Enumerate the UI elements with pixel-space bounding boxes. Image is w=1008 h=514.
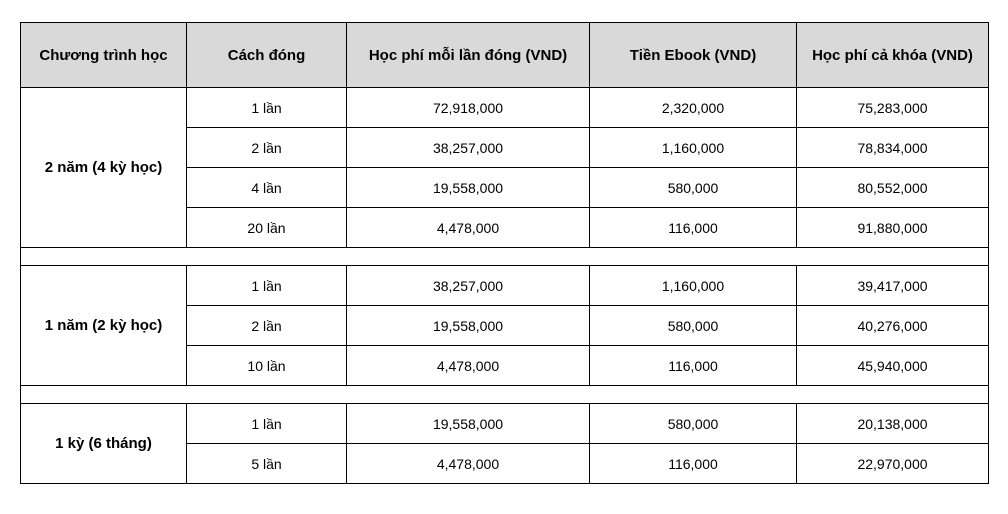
payment-method-cell: 1 lần [187,404,347,444]
payment-method-cell: 1 lần [187,266,347,306]
ebook-fee-cell: 116,000 [590,208,797,248]
header-program: Chương trình học [21,23,187,88]
ebook-fee-cell: 580,000 [590,404,797,444]
ebook-fee-cell: 580,000 [590,306,797,346]
ebook-fee-cell: 1,160,000 [590,266,797,306]
spacer-cell [21,248,989,266]
program-cell: 1 kỳ (6 tháng) [21,404,187,484]
fee-per-payment-cell: 4,478,000 [347,444,590,484]
table-row [21,404,989,444]
payment-method-cell: 2 lần [187,306,347,346]
payment-method-cell: 20 lần [187,208,347,248]
fee-per-payment-cell: 72,918,000 [347,88,590,128]
total-fee-cell: 75,283,000 [797,88,989,128]
ebook-fee-cell: 580,000 [590,168,797,208]
tuition-fee-table [20,22,989,484]
payment-method-cell: 5 lần [187,444,347,484]
spacer-row [21,248,989,266]
fee-per-payment-cell: 38,257,000 [347,128,590,168]
spacer-cell [21,386,989,404]
program-cell: 2 năm (4 kỳ học) [21,88,187,248]
ebook-fee-cell: 116,000 [590,444,797,484]
table-row [21,88,989,128]
total-fee-cell: 91,880,000 [797,208,989,248]
total-fee-cell: 78,834,000 [797,128,989,168]
payment-method-cell: 1 lần [187,88,347,128]
total-fee-cell: 45,940,000 [797,346,989,386]
table-row [21,266,989,306]
total-fee-cell: 80,552,000 [797,168,989,208]
fee-per-payment-cell: 19,558,000 [347,168,590,208]
ebook-fee-cell: 116,000 [590,346,797,386]
spacer-row [21,386,989,404]
header-total-fee: Học phí cả khóa (VND) [797,23,989,88]
fee-per-payment-cell: 19,558,000 [347,306,590,346]
payment-method-cell: 10 lần [187,346,347,386]
payment-method-cell: 2 lần [187,128,347,168]
header-ebook-fee: Tiền Ebook (VND) [590,23,797,88]
header-fee-per-payment: Học phí mỗi lần đóng (VND) [347,23,590,88]
fee-per-payment-cell: 4,478,000 [347,208,590,248]
total-fee-cell: 20,138,000 [797,404,989,444]
total-fee-cell: 22,970,000 [797,444,989,484]
total-fee-cell: 39,417,000 [797,266,989,306]
fee-per-payment-cell: 19,558,000 [347,404,590,444]
fee-per-payment-cell: 4,478,000 [347,346,590,386]
ebook-fee-cell: 2,320,000 [590,88,797,128]
fee-per-payment-cell: 38,257,000 [347,266,590,306]
ebook-fee-cell: 1,160,000 [590,128,797,168]
total-fee-cell: 40,276,000 [797,306,989,346]
program-cell: 1 năm (2 kỳ học) [21,266,187,386]
payment-method-cell: 4 lần [187,168,347,208]
header-payment-method: Cách đóng [187,23,347,88]
header-row [21,23,989,88]
